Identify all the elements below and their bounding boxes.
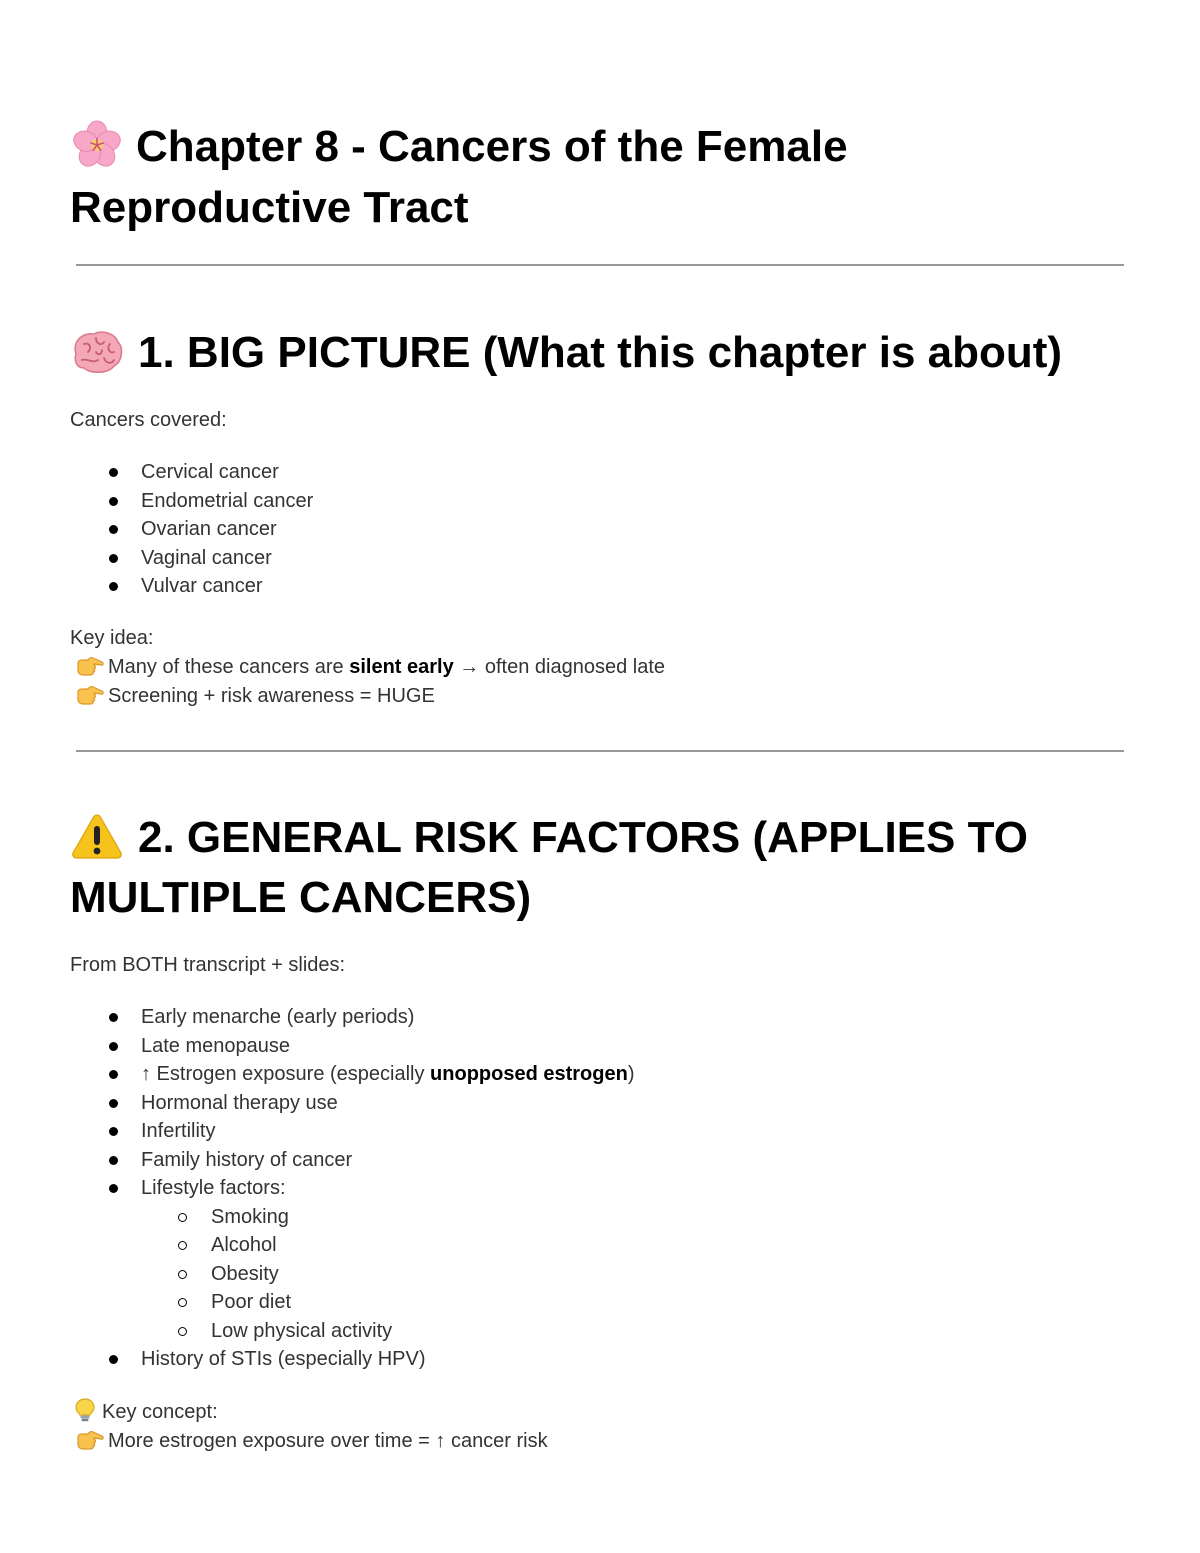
list-item: Cervical cancer <box>70 458 1070 487</box>
list-item: Hormonal therapy use <box>70 1089 1070 1118</box>
hollow-bullet <box>178 1270 187 1279</box>
bullet <box>109 1099 118 1108</box>
light-bulb-icon <box>74 1398 96 1422</box>
key-idea-label: Key idea: <box>70 627 154 649</box>
hollow-bullet <box>178 1298 187 1307</box>
page-title <box>70 116 1130 238</box>
list-item: Vulvar cancer <box>70 572 1070 601</box>
key-idea-point: Many of these cancers are silent early → often diagnosed late <box>70 653 665 682</box>
hollow-bullet <box>178 1327 187 1336</box>
cancers-covered-label: Cancers covered: <box>70 409 227 431</box>
bullet <box>109 1355 118 1364</box>
list-item: Early menarche (early periods) <box>70 1003 1070 1032</box>
bullet <box>109 497 118 506</box>
list-item: Vaginal cancer <box>70 544 1070 573</box>
hollow-bullet <box>178 1241 187 1250</box>
sub-list-item: Alcohol <box>70 1231 1070 1260</box>
bullet <box>109 1013 118 1022</box>
divider <box>76 750 1124 752</box>
list-item: Lifestyle factors: <box>70 1174 1070 1203</box>
title-text: Chapter 8 - Cancers of the Female Reproductive Tract <box>70 122 848 232</box>
sub-list-item: Poor diet <box>70 1288 1070 1317</box>
key-idea-point: Screening + risk awareness = HUGE <box>70 682 665 711</box>
bullet <box>109 1184 118 1193</box>
section-heading-risk-factors <box>70 808 1150 928</box>
list-item: Infertility <box>70 1117 1070 1146</box>
section-1-title: 1. BIG PICTURE (What this chapter is about) <box>138 328 1063 377</box>
section-heading-big-picture <box>70 323 1150 383</box>
list-item: Family history of cancer <box>70 1146 1070 1175</box>
pointing-hand-icon <box>76 1429 104 1451</box>
bullet <box>109 554 118 563</box>
bullet <box>109 1156 118 1165</box>
list-item: Ovarian cancer <box>70 515 1070 544</box>
list-item: History of STIs (especially HPV) <box>70 1345 1070 1374</box>
section-2-title: 2. GENERAL RISK FACTORS (APPLIES TO MULTIPLE CANCERS) <box>70 813 1028 922</box>
cherry-blossom-icon <box>70 120 124 170</box>
bullet <box>109 1070 118 1079</box>
hollow-bullet <box>178 1213 187 1222</box>
bullet <box>109 1127 118 1136</box>
key-idea-block <box>70 624 665 711</box>
sub-list-item: Smoking <box>70 1203 1070 1232</box>
risk-source-label: From BOTH transcript + slides: <box>70 954 346 976</box>
key-concept-point: More estrogen exposure over time = ↑ cancer risk <box>70 1427 548 1456</box>
risk-factors-list <box>70 1003 1070 1374</box>
list-item: ↑ Estrogen exposure (especially unopposed estrogen) <box>70 1060 1070 1089</box>
pointing-hand-icon <box>76 655 104 677</box>
key-concept-block <box>70 1398 548 1456</box>
list-item: Late menopause <box>70 1032 1070 1061</box>
bullet <box>109 525 118 534</box>
sub-list-item: Low physical activity <box>70 1317 1070 1346</box>
list-item: Endometrial cancer <box>70 487 1070 516</box>
cancers-list <box>70 458 1070 601</box>
bullet <box>109 582 118 591</box>
key-concept-label-line: Key concept: <box>70 1398 548 1427</box>
pointing-hand-icon <box>76 684 104 706</box>
warning-icon <box>70 812 124 860</box>
bullet <box>109 1042 118 1051</box>
divider <box>76 264 1124 266</box>
brain-icon <box>70 330 124 374</box>
bullet <box>109 468 118 477</box>
sub-list-item: Obesity <box>70 1260 1070 1289</box>
